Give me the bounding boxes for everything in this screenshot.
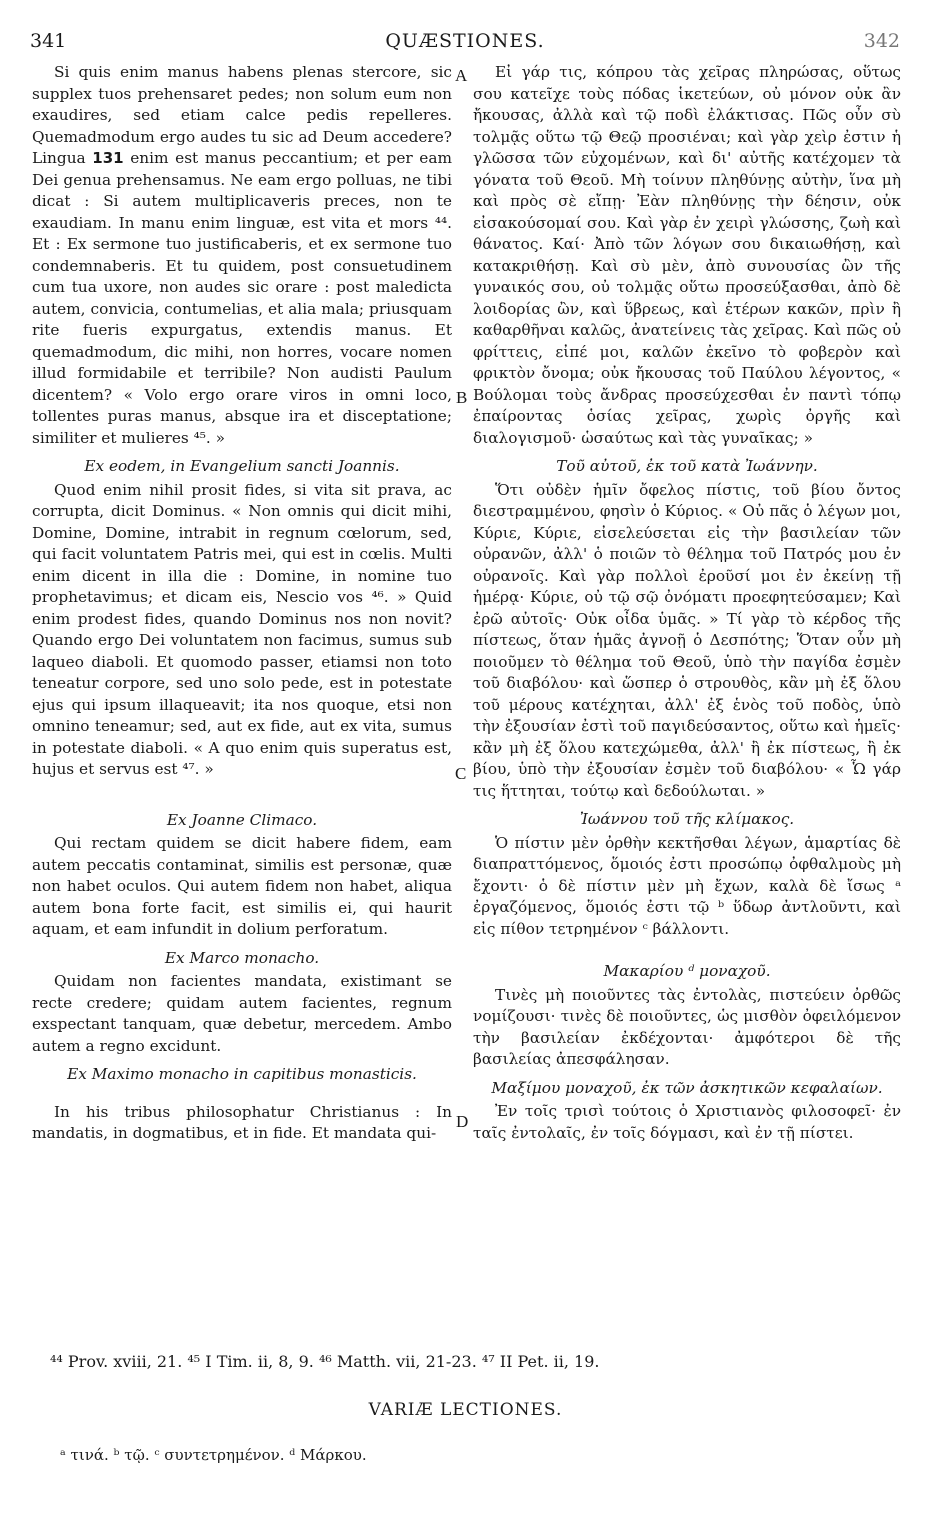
- latin-section-title-3: Ex Joanne Climaco.: [166, 810, 318, 829]
- greek-paragraph-3: Ὁ πίστιν μὲν ὀρθὴν κεκτῆσθαι λέγων, ἁμαρτίας δὲ διαπραττόμενος, ὅμοιός ἐστι προσώπῳ ὀφθαλμοὺς μὴ ἔχοντι· ὁ δὲ πίστιν μὲν μὴ ἔχων, καλὰ δὲ ἴσως ᵃ ἐργαζόμενος, ὅμοιός ἐστι τῷ ᵇ ὕδωρ ἀντλοῦντι, καὶ εἰς πίθον τετρημένον ᶜ βάλλοντι.: [473, 833, 901, 938]
- latin-column: [32, 62, 452, 1145]
- greek-column: [473, 62, 901, 1144]
- footnotes: ⁴⁴ Prov. xviii, 21. ⁴⁵ I Tim. ii, 8, 9. ⁴⁶ Matth. vii, 21-23. ⁴⁷ II Pet. ii, 19.: [50, 1352, 600, 1371]
- greek-paragraph-1: Εἰ γάρ τις, κόπρου τὰς χεῖρας πληρώσας, οὕτως σου κατεῖχε τοὺς πόδας ἱκετεύων, οὐ μόνον οὐκ ἂν ἤκουσας, ἀλλὰ καὶ τῷ ποδὶ ἐλάκτισας. Πῶς οὖν σὺ τολμᾷς οὕτω τῷ Θεῷ προσιέναι; καὶ γὰρ χεὶρ ἐστιν ἡ γλῶσσα τῶν εὐχομένων, καὶ δι' αὐτῆς κατέχομεν τὰ γόνατα τοῦ Θεοῦ. Μὴ τοίνυν πληθύνῃς αὐτὴν, ἵνα μὴ καὶ πρὸς σὲ εἴπῃ· Ἐὰν πληθύνῃς τὴν δέησιν, οὐκ εἰσακούσομαί σου. Καὶ γὰρ ἐν χειρὶ γλώσσης, ζωὴ καὶ θάνατος. Καί· Ἀπὸ τῶν λόγων σου δικαιωθήσῃ, καὶ κατακριθήσῃ. Καὶ σὺ μὲν, ἀπὸ συνουσίας ὢν τῆς γυναικός σου, οὐ τολμᾷς οὕτω προσεύξασθαι, ἀπὸ δὲ λοιδορίας ὢν, καὶ ὕβρεως, καὶ ἑτέρων κακῶν, πρὶν ἢ καθαρθῆναι καλῶς, ἀνατείνεις τὰς χεῖρας. Καὶ πῶς οὐ φρίττεις, εἰπέ μοι, καλῶν ἐκεῖνο τὸ φοβερὸν καὶ φρικτὸν ὄνομα; οὐκ ἤκουσας τοῦ Παύλου λέγοντος, « Βούλομαι τοὺς ἄνδρας προσεύχεσθαι ἐν παντὶ τόπῳ ἐπαίροντας ὁσίας χεῖρας, χωρὶς ὀργῆς καὶ διαλογισμοῦ· ὡσαύτως καὶ τὰς γυναῖκας; »: [473, 63, 901, 447]
- greek-section-title-5: Μαξίμου μοναχοῦ, ἐκ τῶν ἀσκητικῶν κεφαλαίων.: [491, 1078, 883, 1097]
- latin-paragraph-2: Quod enim nihil prosit fides, si vita sit prava, ac corrupta, dicit Dominus. « Non omnis qui dicit mihi, Domine, Domine, intrabit in regnum cœlorum, sed, qui facit voluntatem Patris mei, qui est in cœlis. Multi enim dicent in illa die : Domine, in nomine tuo prophetavimus; et dicam eis, Nescio vos ⁴⁶. » Quid enim prodest fides, quando Dominus nos non novit? Quando ergo Dei voluntatem non facimus, sumus sub laqueo diaboli. Et quomodo passer, etiamsi non toto teneatur corpore, sed uno solo pede, est in potestate ejus qui ipsum illaqueavit; ita nos quoque, etsi non omnino teneamur; sed, aut ex fide, aut ex vita, sumus in potestate diaboli. « A quo enim quis superatus est, hujus et servus est ⁴⁷. »: [32, 480, 452, 778]
- latin-p1-text-cont: enim est manus peccantium; et per eam Dei genua prehensamus. Ne eam ergo polluas, ne tibi dicat : Si autem multiplicaveris preces, non te exaudiam. In manu enim linguæ, est vita et mors ⁴⁴. Et : Ex sermone tuo justificaberis, et ex sermone tuo condemnaberis. Et tu quidem, post consuetudinem cum tua uxore, non audes sic orare : post maledicta autem, convicia, contumelias, et alia mala; priusquam rite fueris expurgatus, extendis manus. Et quemadmodum, dic mihi, non horres, vocare nomen illud formidabile et terribile? Non audisti Paulum dicentem? « Volo ergo orare viros in omni loco, tollentes puras manus, absque ira et disceptatione; similiter et mulieres ⁴⁵. »: [32, 149, 452, 447]
- margin-letter-a: A: [455, 66, 468, 85]
- latin-section-title-4: Ex Marco monacho.: [164, 948, 320, 967]
- running-title: QUÆSTIONES.: [385, 30, 545, 52]
- greek-paragraph-5: Ἐν τοῖς τρισὶ τούτοις ὁ Χριστιανὸς φιλοσοφεῖ· ἐν ταῖς ἐντολαῖς, ἐν τοῖς δόγμασι, καὶ ἐν τῇ πίστει.: [473, 1102, 901, 1142]
- column-number-marker: 131: [92, 149, 124, 167]
- latin-paragraph-3: Qui rectam quidem se dicit habere fidem, eam autem peccatis contaminat, similis est personæ, quæ non habet oculos. Qui autem fidem non habet, aliqua autem bona forte facit, est similis ei, qui haurit aquam, et eam infundit in dolium perforatum.: [32, 834, 452, 938]
- latin-paragraph-4: Quidam non facientes mandata, existimant se recte credere; quidam autem facientes, regnum exspectant tanquam, quæ debetur, mercedem. Ambo autem a regno excidunt.: [32, 972, 452, 1055]
- greek-section-title-2: Τοῦ αὐτοῦ, ἐκ τοῦ κατὰ Ἰωάννην.: [556, 457, 818, 475]
- latin-section-title-2: Ex eodem, in Evangelium sancti Joannis.: [84, 457, 400, 475]
- variae-lectiones-title: VARIÆ LECTIONES.: [368, 1400, 563, 1420]
- page-number-left: 341: [30, 30, 67, 52]
- latin-section-title-5: Ex Maximo monacho in capitibus monasticis.: [67, 1065, 417, 1083]
- margin-letter-d: D: [456, 1112, 469, 1131]
- latin-paragraph-5: In his tribus philosophatur Christianus : In mandatis, in dogmatibus, et in fide. Et mandata qui-: [32, 1102, 452, 1142]
- latin-p1-text: Si quis enim manus habens plenas stercore, sic supplex tuos prehensaret pedes; non solum eum non exaudires, sed etiam calce pedis repelleres. Quemadmodum ergo audes tu sic ad Deum accedere? Lingua: [32, 63, 452, 167]
- greek-paragraph-4: Τινὲς μὴ ποιοῦντες τὰς ἐντολὰς, πιστεύειν ὀρθῶς νομίζουσι· τινὲς δὲ ποιοῦντες, ὡς μισθὸν ὀφειλόμενον τὴν βασιλείαν ἐκδέχονται· ἀμφότεροι δὲ τῆς βασιλείας ἀπεσφάλησαν.: [473, 985, 901, 1068]
- greek-paragraph-2: Ὅτι οὐδὲν ἡμῖν ὄφελος πίστις, τοῦ βίου ὄντος διεστραμμένου, φησὶν ὁ Κύριος. « Οὐ πᾶς ὁ λέγων μοι, Κύριε, Κύριε, εἰσελεύσεται εἰς τὴν βασιλείαν τῶν οὐρανῶν, ἀλλ' ὁ ποιῶν τὸ θέλημα τοῦ Πατρός μου ἐν οὐρανοῖς. Καὶ γὰρ πολλοὶ ἐροῦσί μοι ἐν ἐκείνῃ τῇ ἡμέρᾳ· Κύριε, οὐ τῷ σῷ ὀνόματι προεφητεύσαμεν; Καὶ ἐρῶ αὐτοῖς· Οὐκ οἶδα ὑμᾶς. » Τί γὰρ τὸ κέρδος τῆς πίστεως, ὅταν ἡμᾶς ἀγνοῇ ὁ Δεσπότης; Ὅταν οὖν μὴ ποιοῦμεν τὸ θέλημα τοῦ Θεοῦ, ὑπὸ τὴν παγίδα ἐσμὲν τοῦ διαβόλου· καὶ ὥσπερ ὁ στρουθὸς, κἂν μὴ ἐξ ὅλου τοῦ μέρους κατέχηται, ἀλλ' ἐξ ἑνὸς τοῦ ποδὸς, ὑπὸ τὴν ἐξουσίαν ἐστὶ τοῦ παγιδεύσαντος, οὕτω καὶ ἡμεῖς· κἂν μὴ ἐξ ὅλου κατεχώμεθα, ἀλλ' ἢ ἐκ πίστεως, ἢ ἐκ βίου, ὑπὸ τὴν ἐξουσίαν ἐσμὲν τοῦ διαβόλου· « Ὧ γάρ τις ἥττηται, τούτῳ καὶ δεδούλωται. »: [473, 480, 901, 800]
- page-header: [30, 30, 900, 56]
- page-number-right: 342: [863, 30, 900, 52]
- greek-section-title-3: Ἰωάννου τοῦ τῆς κλίμακος.: [579, 810, 795, 828]
- greek-section-title-4: Μακαρίου ᵈ μοναχοῦ.: [603, 962, 771, 980]
- variae-lectiones-notes: ᵃ τινά. ᵇ τῷ. ᶜ συντετρημένον. ᵈ Μάρκου.: [60, 1446, 367, 1464]
- margin-letter-c: C: [455, 764, 467, 783]
- margin-letter-b: B: [456, 388, 468, 407]
- latin-paragraph-1: [32, 62, 452, 449]
